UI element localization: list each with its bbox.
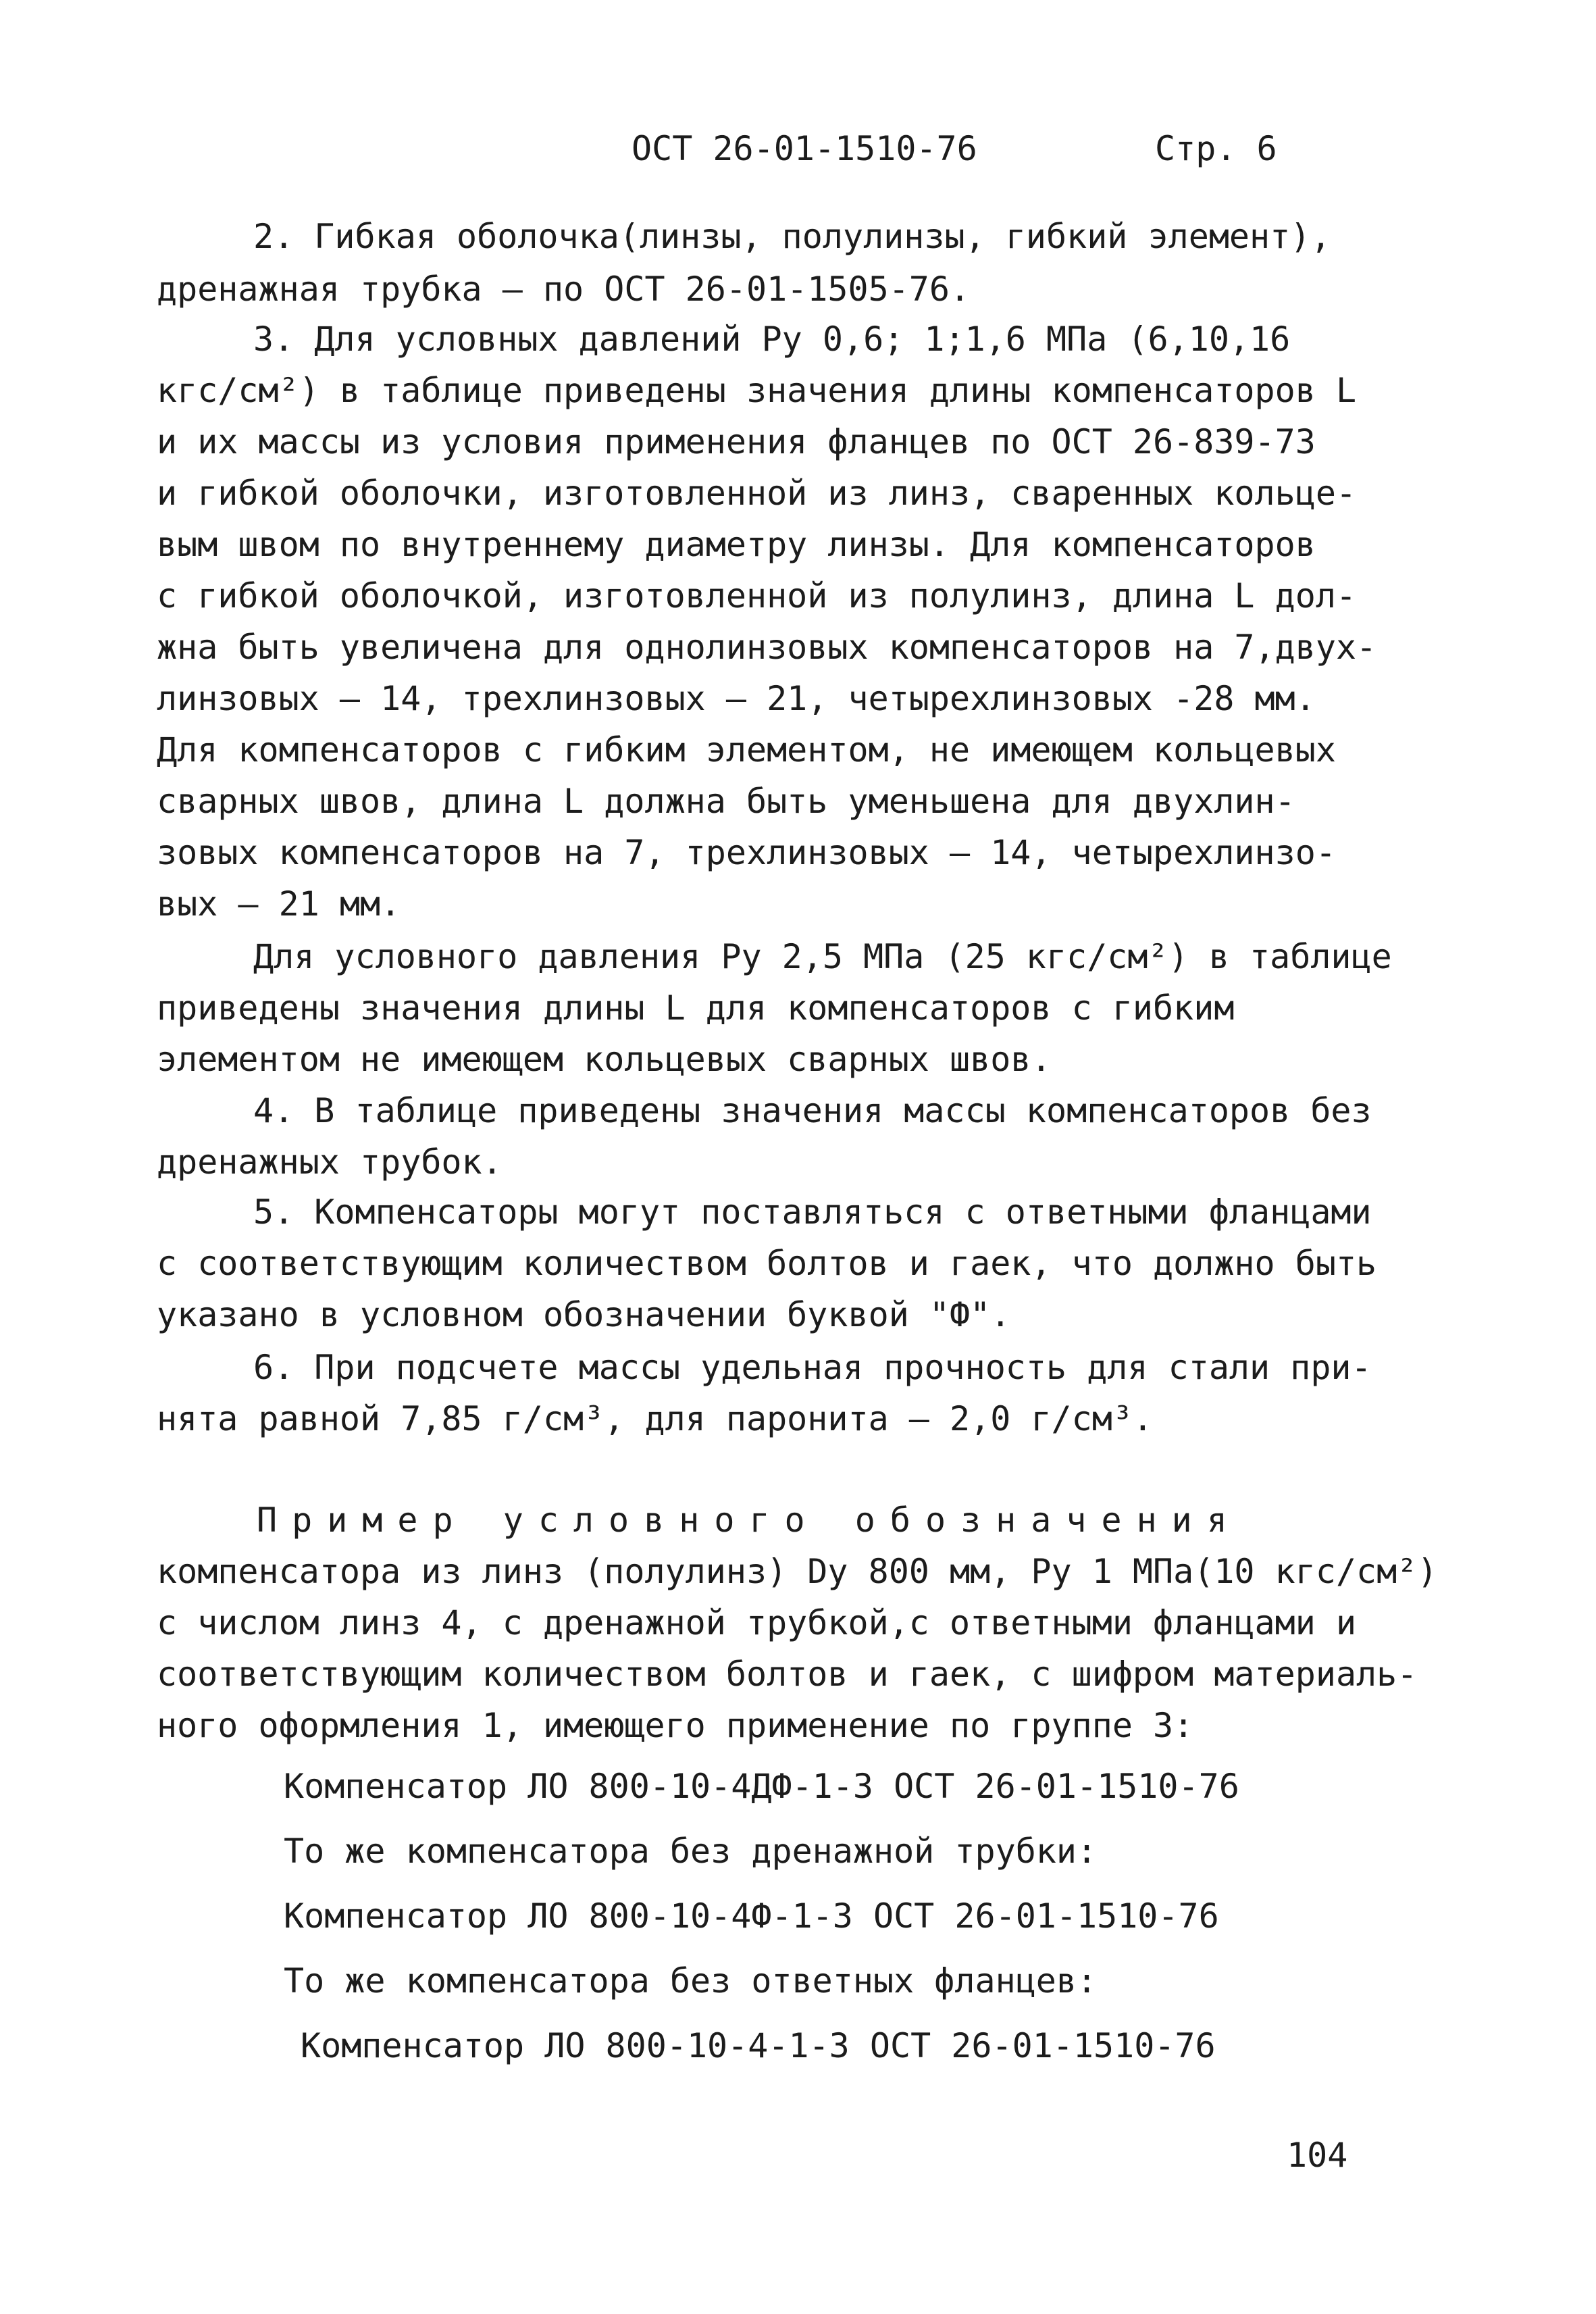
- note-4-line-1: 4. В таблице приведены значения массы компенсаторов без: [253, 1091, 1372, 1130]
- example-line-4: ного оформления 1, имеющего применение по группе 3:: [157, 1706, 1194, 1745]
- note-3-line-11: зовых компенсаторов на 7, трехлинзовых – 14, четырехлинзо-: [157, 833, 1336, 872]
- note-3b-line-3: элементом не имеющем кольцевых сварных швов.: [157, 1040, 1052, 1079]
- note-6-line-1: 6. При подсчете массы удельная прочность для стали при-: [253, 1348, 1372, 1387]
- page-number: 104: [1287, 2136, 1348, 2175]
- note-3b-line-2: приведены значения длины L для компенсаторов с гибким: [157, 988, 1235, 1028]
- note-3-line-2: кгс/см²) в таблице приведены значения длины компенсаторов L: [157, 371, 1357, 410]
- note-3-line-4: и гибкой оболочки, изготовленной из линз, сваренных кольце-: [157, 474, 1357, 513]
- note-5-line-2: с соответствующим количеством болтов и гаек, что должно быть: [157, 1244, 1377, 1283]
- note-6-line-2: нята равной 7,85 г/см³, для паронита – 2,0 г/см³.: [157, 1399, 1154, 1438]
- designation-caption-2: То же компенсатора без ответных фланцев:: [284, 1961, 1098, 2001]
- note-3-line-12: вых – 21 мм.: [157, 884, 401, 924]
- note-3-line-5: вым швом по внутреннему диаметру линзы. Для компенсаторов: [157, 525, 1316, 564]
- designation-1: Компенсатор ЛО 800-10-4ДФ-1-3 ОСТ 26-01-1510-76: [284, 1767, 1239, 1806]
- example-heading: Пример условного обозначения: [257, 1501, 1242, 1540]
- note-2-line-1: 2. Гибкая оболочка(линзы, полулинзы, гибкий элемент),: [253, 217, 1331, 256]
- note-4-line-2: дренажных трубок.: [157, 1142, 503, 1182]
- note-3-line-7: жна быть увеличена для однолинзовых компенсаторов на 7,двух-: [157, 628, 1377, 667]
- note-3-line-6: с гибкой оболочкой, изготовленной из полулинз, длина L дол-: [157, 576, 1357, 615]
- page-label: Стр. 6: [1155, 129, 1277, 168]
- example-line-3: соответствующим количеством болтов и гаек, с шифром материаль-: [157, 1655, 1418, 1694]
- note-3-line-10: сварных швов, длина L должна быть уменьшена для двухлин-: [157, 782, 1295, 821]
- designation-3: Компенсатор ЛО 800-10-4-1-3 ОСТ 26-01-1510-76: [301, 2026, 1216, 2065]
- note-3-line-8: линзовых – 14, трехлинзовых – 21, четырехлинзовых -28 мм.: [157, 679, 1316, 718]
- note-3-line-1: 3. Для условных давлений Pу 0,6; 1;1,6 МПа (6,10,16: [253, 320, 1291, 359]
- note-3b-line-1: Для условного давления Pу 2,5 МПа (25 кгс/см²) в таблице: [253, 937, 1392, 976]
- note-3-line-3: и их массы из условия применения фланцев по ОСТ 26-839-73: [157, 422, 1316, 461]
- note-5-line-3: указано в условном обозначении буквой "Ф".: [157, 1295, 1011, 1334]
- note-3-line-9: Для компенсаторов с гибким элементом, не имеющем кольцевых: [157, 730, 1336, 770]
- note-2-line-2: дренажная трубка – по ОСТ 26-01-1505-76.: [157, 270, 971, 309]
- document-number: ОСТ 26-01-1510-76: [632, 129, 977, 168]
- example-line-2: с числом линз 4, с дренажной трубкой,с ответными фланцами и: [157, 1603, 1357, 1642]
- designation-caption-1: То же компенсатора без дренажной трубки:: [284, 1832, 1098, 1871]
- example-line-1: компенсатора из линз (полулинз) Dу 800 мм, Pу 1 МПа(10 кгс/см²): [157, 1552, 1438, 1591]
- designation-2: Компенсатор ЛО 800-10-4Ф-1-3 ОСТ 26-01-1510-76: [284, 1896, 1219, 1936]
- note-5-line-1: 5. Компенсаторы могут поставляться с ответными фланцами: [253, 1192, 1372, 1232]
